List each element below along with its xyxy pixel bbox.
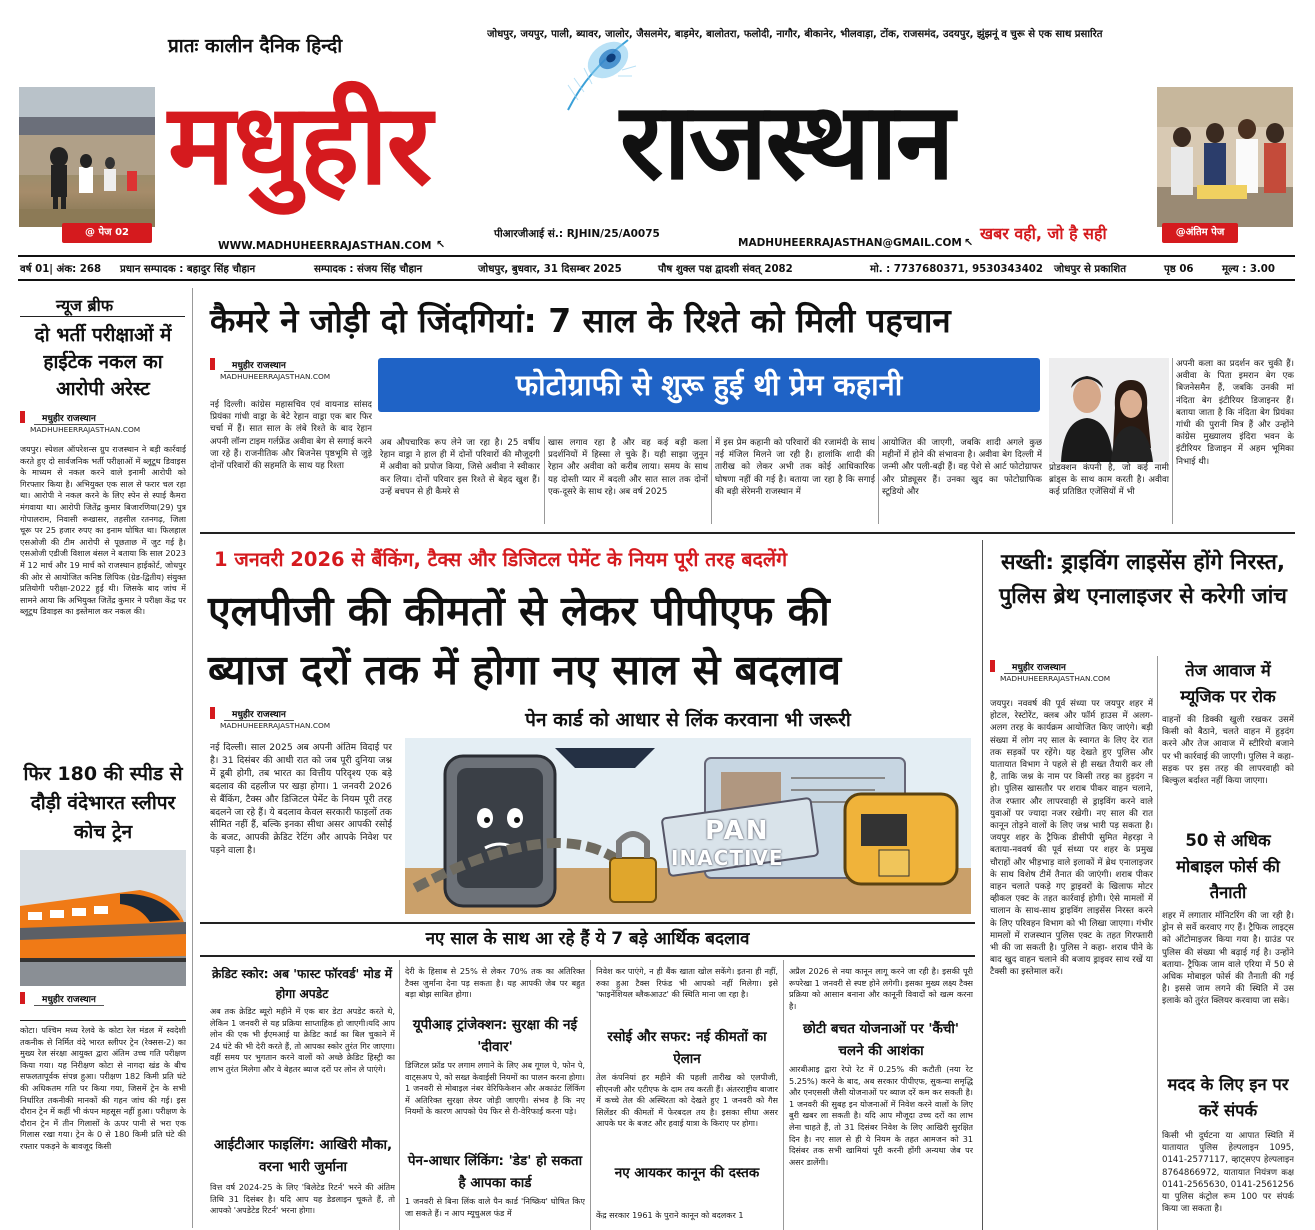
band-bottom-rule xyxy=(200,955,975,957)
byline-bar xyxy=(210,358,215,370)
editor: सम्पादक : संजय सिंह चौहान xyxy=(314,264,423,275)
econ-col-rule-2 xyxy=(590,960,591,1230)
tithi: पौष शुक्ल पक्ष द्वादशी संवत् 2082 xyxy=(658,264,793,275)
masthead-title-red: मधुहीर xyxy=(168,80,431,210)
masthead-cities: जोधपुर, जयपुर, पाली, ब्यावर, जालोर, जैसलमेर, बाड़मेर, बालोतरा, फलोदी, नागौर, बीकानेर, भीलवाड़ा, टोंक, राजसमंद, उदयपुर, झुंझनूं व चुरू से एक साथ प्रसारित xyxy=(487,29,1103,40)
inactive-label: INACTIVE xyxy=(671,846,784,870)
right-page-tag[interactable]: @अंतिम पेज xyxy=(1162,223,1238,243)
chief-editor: प्रधान सम्पादक : बहादुर सिंह चौहान xyxy=(120,264,256,275)
mobile-force-body: शहर में लगातार मॉनिटरिंग की जा रही है। ड्रोन से सर्वे करवाए गए हैं। ट्रैफिक लाइट्स को ऑटोमाइजर किया गया है। ग्राउंड पर पुलिस की संख्या भी बढ़ाई गई है। उन्होंने बताया- ट्रैफिक जाम वाले एरिया में 50 से अधिक मोबाइल फोर्स की तैनाती की गई है। इससे जाम लगने की स्थिति में उस इलाके को तुरंत क्लियर करवाया जा सके। xyxy=(1162,911,1294,1007)
byline-email: MADHUHEERRAJASTHAN.COM xyxy=(220,372,331,381)
byline-email: MADHUHEERRAJASTHAN.COM xyxy=(1000,674,1111,683)
econ-kicker: 1 जनवरी 2026 से बैंकिंग, टैक्स और डिजिटल पेमेंट के नियम पूरी तरह बदलेंगे xyxy=(214,548,788,571)
sidebar-story1-body: जयपुर। स्पेशल ऑपरेशन्स ग्रुप राजस्थान ने बड़ी कार्रवाई करते हुए दो सार्वजनिक भर्ती परीक्षाओं में ब्लूटूथ डिवाइस के माध्यम से नकल करने वाले इनामी आरोपी को गिरफ्तार किया है। अभियुक्त एक साल से फरार चल रहा था। आरोपी ने नकल करने के लिए स्पेन से स्पाई कैमरा मंगवाया था। आरोपी जितेंद्र कुमार बिजारणिया(29) पुत्र गोपालराम, निवासी रूखासर, तहसील रतनगढ़, जिला चूरू पर 25 हजार रुपए का इनाम घोषित था। फिलहाल एसओजी की टीम आरोपी से पूछताछ में जुट गई है। एसओजी एडीजी विशाल बंसल ने बताया कि साल 2023 में 12 मार्च और 19 मार्च को राजस्थान हाईकोर्ट, जोधपुर की ओर से आयोजित कनिष्ठ लिपिक (ग्रेड-द्वितीय) संयुक्त प्रतियोगी परीक्षा-2022 हुई थी। जिसके बाद जांच में सामने आया कि अभियुक्त जितेंद्र कुमार ने परीक्षा केंद्र पर ब्लूटूथ डिवाइस का इस्तेमाल कर नकल की। xyxy=(20,444,186,617)
byline-email: MADHUHEERRAJASTHAN.COM xyxy=(30,425,141,434)
credit-score-body: अब तक क्रेडिट ब्यूरो महीने में एक बार डेटा अपडेट करते थे, लेकिन 1 जनवरी से यह प्रक्रिया साप्ताहिक हो जाएगी।यदि आप लोन की एक भी ईएमआई या क्रेडिट कार्ड का बिल चुकाने में 24 घंटे की भी देरी करते हैं, तो आपका स्कोर तुरंत गिर जाएगा।वहीं समय पर भुगतान करने वालों को अच्छे क्रेडिट हिस्ट्री का लाभ तुरंत मिलेगा और वे बेहतर ब्याज दरों पर लोन ले पाएंगे। xyxy=(210,1006,395,1074)
lead-byline xyxy=(210,358,380,382)
news-brief-rule xyxy=(20,316,185,317)
mobile-numbers: मो. : 7737680371, 9530343402 xyxy=(870,264,1043,275)
byline-name: मधुहीर राजस्थान xyxy=(224,707,294,721)
driving-license-headline: सख्ती: ड्राइविंग लाइसेंस होंगे निरस्त, पुलिस ब्रेथ एनालाइजर से करेगी जांच xyxy=(999,550,1287,609)
seven-changes-band: नए साल के साथ आ रहे हैं ये 7 बड़े आर्थिक बदलाव xyxy=(425,929,750,949)
credit-score-subhead: क्रेडिट स्कोर: अब 'फास्ट फॉरवर्ड' मोड में होगा अपडेट xyxy=(212,967,393,1001)
lead-col1: नई दिल्ली। कांग्रेस महासचिव एवं वायनाड सांसद प्रियंका गांधी वाड्रा के बेटे रेहान वाड्रा एक बार फिर चर्चा में हैं। सात साल के लंबे रिश्ते के बाद रेहान अपनी लॉन्ग टाइम गर्लफ्रेंड अवीवा बेग से सगाई करने जा रहे हैं। राजनीतिक और बिजनेस पृष्ठभूमि से जुड़े दोनों परिवारों की सहमति के साथ यह रिश्ता xyxy=(210,400,372,472)
infobar-top-rule xyxy=(18,255,1295,257)
infobar xyxy=(18,258,1295,278)
pan-headline: पेन कार्ड को आधार से लिंक करवाना भी जरूरी xyxy=(525,709,851,731)
couple-photo xyxy=(1049,358,1169,462)
econ-headline-2: ब्याज दरों तक में होगा नए साल से बदलाव xyxy=(208,646,842,694)
lead-headline: कैमरे ने जोड़ी दो जिंदगियां: 7 साल के रिश्ते को मिली पहचान xyxy=(210,301,951,340)
econ-col-rule-3 xyxy=(783,960,784,1230)
music-ban-subhead: तेज आवाज में म्यूजिक पर रोक xyxy=(1180,661,1276,706)
band-top-rule xyxy=(200,922,975,924)
sidebar-byline-2 xyxy=(20,992,190,1016)
upi-subhead: यूपीआइ ट्रांजेक्शन: सुरक्षा की नई 'दीवार' xyxy=(412,1017,578,1055)
lead-col7: अपनी कला का प्रदर्शन कर चुकी हैं। अवीवा के पिता इमरान बेग एक बिजनेसमैन हैं, जबकि उनकी मां नंदिता बेग इंटीरियर डिजाइनर हैं। बताया जाता है कि नंदिता बेग प्रियंका गांधी की पुरानी मित्र हैं और उन्होंने कांग्रेस मुख्यालय इंदिरा भवन के इंटीरियर डिजाइन में अहम भूमिका निभाई थी। xyxy=(1176,359,1294,467)
published-from: जोधपुर से प्रकाशित xyxy=(1054,264,1127,275)
lead-col-rule-2 xyxy=(711,436,712,524)
website-link[interactable]: WWW.MADHUHEERRAJASTHAN.COM xyxy=(218,240,432,252)
lead-col-rule-3 xyxy=(878,436,879,524)
help-contact-subhead: मदद के लिए इन पर करें संपर्क xyxy=(1167,1075,1289,1120)
sidebar-story2-headline: फिर 180 की स्पीड से दौड़ी वंदेभारत स्लीपर कोच ट्रेन xyxy=(23,763,183,843)
pan-continued: निवेश कर पाएंगे, न ही बैंक खाता खोल सकेंगे। इतना ही नहीं, रुका हुआ टैक्स रिफंड भी आपको नहीं मिलेगा। इसे 'फाइनेंशियल ब्लैकआउट' की स्थिति माना जा रहा है। xyxy=(596,966,778,1000)
econ-headline-1: एलपीजी की कीमतों से लेकर पीपीएफ की xyxy=(208,587,830,635)
kitchen-travel-body: तेल कंपनियां हर महीने की पहली तारीख को एलपीजी, सीएनजी और एटीएफ के दाम तय करती हैं। अंतरराष्ट्रीय बाजार में कच्चे तेल की अस्थिरता को देखते हुए 1 जनवरी को गैस सिलेंडर की कीमतों में फेरबदल तय है। इसका सीधा असर आपके घर के बजट और हवाई यात्रा के किराए पर होगा। xyxy=(596,1072,778,1129)
byline-name: मधुहीर राजस्थान xyxy=(1004,660,1074,674)
byline-bar xyxy=(210,707,215,719)
pan-inactive-illustration xyxy=(405,738,971,914)
econ-intro: नई दिल्ली। साल 2025 अब अपनी अंतिम विदाई पर है। 31 दिसंबर की आधी रात को जब पूरी दुनिया जश्न में डूबी होगी, तब भारत का वित्तीय परिदृश्य एक बड़े बदलाव की दहलीज पर खड़ा होगा। 1 जनवरी 2026 से बैंकिंग, टैक्स और डिजिटल पेमेंट के नियम पूरी तरह बदलने जा रहे हैं। ये बदलाव केवल सरकारी फाइलों तक सीमित नहीं हैं, बल्कि इनका सीधा असर आपकी रसोई के बजट, आपकी क्रेडिट रेटिंग और आपके निवेश पर पड़ने वाला है। xyxy=(210,742,392,857)
byline-bar xyxy=(20,992,25,1004)
pan-label: PAN xyxy=(705,816,770,846)
sidebar-byline-1 xyxy=(20,411,190,435)
right-column-divider xyxy=(982,540,983,1230)
year-issue: वर्ष 01| अंक: 268 xyxy=(20,264,102,275)
left-page-tag[interactable]: @ पेज 02 xyxy=(62,223,152,243)
itr-body: वित्त वर्ष 2024-25 के लिए 'बिलेटेड रिटर्न' भरने की अंतिम तिथि 31 दिसंबर है। यदि आप यह डेडलाइन चूकते हैं, तो आपको 'अपडेटेड रिटर्न' भरना होगा। xyxy=(210,1182,395,1216)
sidebar-divider xyxy=(192,288,193,1228)
help-contact-body: किसी भी दुर्घटना या आपात स्थिति में यातायात पुलिस हेल्पलाइन 1095, 0141-2577117, व्हाट्सएप हेल्पलाइन 8764866972, यातायात नियंत्रण कक्ष 0141-2565630, 0141-2561256 या पुलिस कंट्रोल रूम 100 पर संपर्क किया जा सकता है। xyxy=(1162,1131,1294,1215)
econ-byline xyxy=(210,707,390,731)
music-ban-body: वाहनों की डिक्की खुली रखकर उसमें किसी को बैठाने, चलते वाहन में हुड़दंग करने और तेज आवाज में स्टीरियो बजाने पर भी कार्रवाई की जाएगी। पुलिस ने कहा- सड़क पर इस तरह की लापरवाही को बिल्कुल बर्दाश्त नहीं किया जाएगा। xyxy=(1162,715,1294,787)
lead-bottom-rule xyxy=(200,532,1295,534)
small-savings-subhead: छोटी बचत योजनाओं पर 'कैंची' चलने की आशंका xyxy=(802,1021,960,1059)
sidebar-rule-2 xyxy=(20,1020,186,1021)
page-number: पृष्ठ 06 xyxy=(1164,264,1194,275)
itr-continued: देरी के हिसाब से 25% से लेकर 70% तक का अतिरिक्त टैक्स जुर्माना देना पड़ सकता है। यह आपकी जेब पर बहुत बड़ा बोझ साबित होगा। xyxy=(405,966,585,1000)
masthead xyxy=(0,0,1315,252)
cursor-icon-2: ↖ xyxy=(964,236,974,249)
new-tax-law-body: केंद्र सरकार 1961 के पुराने कानून को बदलकर 1 xyxy=(596,1210,744,1220)
prgi-number: पीआरजीआई सं.: RJHIN/25/A0075 xyxy=(494,228,660,240)
left-teaser-photo xyxy=(19,87,155,227)
new-tax-law-subhead: नए आयकर कानून की दस्तक xyxy=(614,1165,760,1181)
email-link[interactable]: MADHUHEERRAJASTHAN@GMAIL.COM xyxy=(738,237,962,249)
byline-name: मधुहीर राजस्थान xyxy=(34,411,104,425)
upi-body: डिजिटल फ्रॉड पर लगाम लगाने के लिए अब गूगल पे, फोन पे, वाट्सअप पे, को सख्त केवाईसी नियमों का पालन करना होगा। 1 जनवरी से मोबाइल नंबर वेरिफिकेशन और अकाउंट लिंकिंग में अतिरिक्त सुरक्षा लेयर जोड़ी जाएगी। संभव है कि नए नियमों के कारण आपको पेय फिर से री-वेरिफाई करना पड़े। xyxy=(405,1060,585,1117)
cursor-icon: ↖ xyxy=(436,238,446,251)
small-savings-body: आरबीआइ द्वारा रेपो रेट में 0.25% की कटौती (नया रेट 5.25%) करने के बाद, अब सरकार पीपीएफ, सुकन्या समृद्धि और एनएससी जैसी योजनाओं पर ब्याज दरें कम कर सकती है। 1 जनवरी की सुबह इन योजनाओं में निवेश करने वालों के लिए बुरी खबर ला सकती है। यदि आप मौजूदा उच्च दरों का लाभ लेना चाहते हैं, तो 31 दिसंबर निवेश के लिए आखिरी सुरक्षित दिन है। नए साल से ही ये नियम के तहत आमजन को 31 दिसंबर तक सभी खामियां पूरी करनी होंगी अन्यथा जेब पर असर डालेंगी। xyxy=(789,1064,973,1167)
right-teaser-photo xyxy=(1157,87,1293,227)
news-brief-title: न्यूज ब्रीफ xyxy=(56,296,114,315)
masthead-tagline: प्रातः कालीन दैनिक हिन्दी xyxy=(168,35,343,57)
right-byline xyxy=(990,660,1160,684)
slogan: खबर वही, जो है सही xyxy=(980,224,1107,243)
lead-col-rule-1 xyxy=(544,436,545,524)
lead-col2: अब औपचारिक रूप लेने जा रहा है। 25 वर्षीय रेहान वाड्रा ने हाल ही में दोनों परिवारों की मौजूदगी में अवीवा को प्रपोज किया, जिसे अवीवा ने स्वीकार कर लिया। दोनों परिवार इस रिश्ते से बेहद खुश हैं। उन्हें बचपन से ही कैमरे से xyxy=(380,438,540,497)
vande-bharat-train-photo xyxy=(20,850,186,986)
itr-subhead: आईटीआर फाइलिंग: आखिरी मौका, वरना भारी जुर्माना xyxy=(213,1137,393,1175)
issue-date: जोधपुर, बुधवार, 31 दिसम्बर 2025 xyxy=(478,264,622,275)
sidebar-story1-headline: दो भर्ती परीक्षाओं में हाईटेक नकल का आरोपी अरेस्ट xyxy=(34,324,172,400)
price: मूल्य : 3.00 xyxy=(1222,264,1275,275)
driving-license-body: जयपुर। नववर्ष की पूर्व संध्या पर जयपुर शहर में होटल, रेस्टोरेंट, क्लब और फॉर्म हाउस में अलग-अलग तरह के कार्यक्रम आयोजित किए जाएंगे। बड़ी संख्या में लोग नए साल के स्वागत के लिए देर रात तक सड़कों पर रहेंगे। यह देखते हुए पुलिस और यातायात विभाग ने पहले से ही सख्त तैयारी कर ली है, ताकि जश्न के नाम पर किसी तरह का हुड़दंग न हो। पुलिस खासतौर पर शराब पीकर वाहन चलाने, तेज रफ्तार और लापरवाही से ड्राइविंग करने वाले युवाओं पर ज्यादा नजर रखेगी। नए साल की रात कानून तोड़ने वालों के लिए जश्न भारी पड़ सकता है। जयपुर शहर के ट्रैफिक डीसीपी सुमित मेहरड़ा ने बताया-नववर्ष की पूर्व संध्या पर शहर के प्रमुख चौराहों और भीड़भाड़ वाले इलाकों में ब्रेथ एनालाइजर के साथ विशेष टीमें तैनात की जाएंगी। शराब पीकर वाहन चलाते पकड़े गए ड्राइवरों के खिलाफ मोटर व्हीकल एक्ट के तहत कार्रवाई होगी। ऐसे मामलों में चालान के साथ-साथ ड्राइविंग लाइसेंस निरस्त करने के लिए परिवहन विभाग को भी लिखा जाएगा। गंभीर मामलों में राजस्थान पुलिस एक्ट के तहत गिरफ्तारी भी की जा सकती है। पुलिस ने कहा- शराब पीने के बाद खुद वाहन चलाने की बजाय ड्राइवर साथ रखें या टैक्सी का इस्तेमाल करें। xyxy=(990,699,1153,978)
mobile-force-subhead: 50 से अधिक मोबाइल फोर्स की तैनाती xyxy=(1176,831,1280,902)
lead-subhead: फोटोग्राफी से शुरू हुई थी प्रेम कहानी xyxy=(378,358,1040,412)
infobar-bottom-rule xyxy=(18,279,1295,281)
tax-law-continued: अप्रैल 2026 से नया कानून लागू करने जा रही है। इसकी पूरी रूपरेखा 1 जनवरी से स्पष्ट होने लगेगी। इसका मुख्य लक्ष्य टैक्स प्रक्रिया को आसान बनाना और कानूनी विवादों को खत्म करना है। xyxy=(789,966,973,1011)
econ-col-rule-1 xyxy=(399,960,400,1230)
sidebar-story2-body: कोटा। पश्चिम मध्य रेलवे के कोटा रेल मंडल में स्वदेशी तकनीक से निर्मित वंदे भारत स्लीपर ट्रेन (रेक्सस-2) का मुख्य रेल संरक्षा आयुक्त द्वारा अंतिम उच्च गति परीक्षण किया गया। यह निरीक्षण कोटा से नागदा खंड के बीच सफलतापूर्वक संपन्न हुआ। परीक्षण 182 किमी प्रति घंटे की अधिकतम गति पर किया गया, जिसमें ट्रेन के सभी निर्धारित तकनीकी मानकों की गहन जांच की गई। इस दौरान ट्रेन में कहीं भी कंपन महसूस नहीं हुआ। परीक्षण के दौरान ट्रेन में तीन गिलासों के ऊपर पानी से भरा एक गिलास रखा गया। ट्रेन के 0 से 180 किमी प्रति घंटे की रफ्तार पकड़ने के बावजूद किसी xyxy=(20,1025,186,1151)
right-inner-rule xyxy=(1157,656,1158,1230)
byline-bar xyxy=(20,411,25,423)
lead-col5: आयोजित की जाएगी, जबकि शादी अगले कुछ महीनों में होने की संभावना है। अवीवा बेग दिल्ली में जन्मी और पली-बढ़ी हैं। वह पेशे से आर्ट फोटोग्राफर और प्रोड्यूसर हैं। उनका खुद का फोटोग्राफिक स्टूडियो और xyxy=(882,438,1042,497)
lead-col6: प्रोडक्शन कंपनी है, जो कई नामी ब्रांड्स के साथ काम करती है। अवीवा कई प्रतिष्ठित एजेंसियों में भी xyxy=(1049,463,1169,498)
kitchen-travel-subhead: रसोई और सफर: नई कीमतों का ऐलान xyxy=(607,1029,767,1067)
pan-aadhaar-body: 1 जनवरी से बिना लिंक वाले पैन कार्ड 'निष्क्रिय' घोषित किए जा सकते हैं। न आप म्यूचुअल फंड में xyxy=(405,1196,585,1218)
masthead-title-black: राजस्थान xyxy=(620,80,953,203)
byline-email: MADHUHEERRAJASTHAN.COM xyxy=(220,721,331,730)
lead-col3: खास लगाव रहा है और वह कई बड़ी कला प्रदर्शनियों में हिस्सा ले चुके हैं। यही साझा जुनून रेहान और अवीवा को करीब लाया। समय के साथ यह दोस्ती प्यार में बदली और सात साल तक दोनों एक-दूसरे के साथ रहे। अब वर्ष 2025 xyxy=(548,438,708,497)
lead-col-rule-4 xyxy=(1172,358,1173,524)
byline-bar xyxy=(990,660,995,672)
byline-name: मधुहीर राजस्थान xyxy=(34,992,104,1006)
lead-col4: में इस प्रेम कहानी को परिवारों की रजामंदी के साथ नई मंजिल मिलने जा रही है। हालांकि शादी की तारीख को लेकर अभी तक कोई आधिकारिक घोषणा नहीं की गई है। बताया जा रहा है कि सगाई की बड़ी सेरेमनी राजस्थान में xyxy=(715,438,875,497)
byline-name: मधुहीर राजस्थान xyxy=(224,358,294,372)
pan-aadhaar-subhead: पेन-आधार लिंकिंग: 'डेड' हो सकता है आपका कार्ड xyxy=(407,1153,583,1191)
